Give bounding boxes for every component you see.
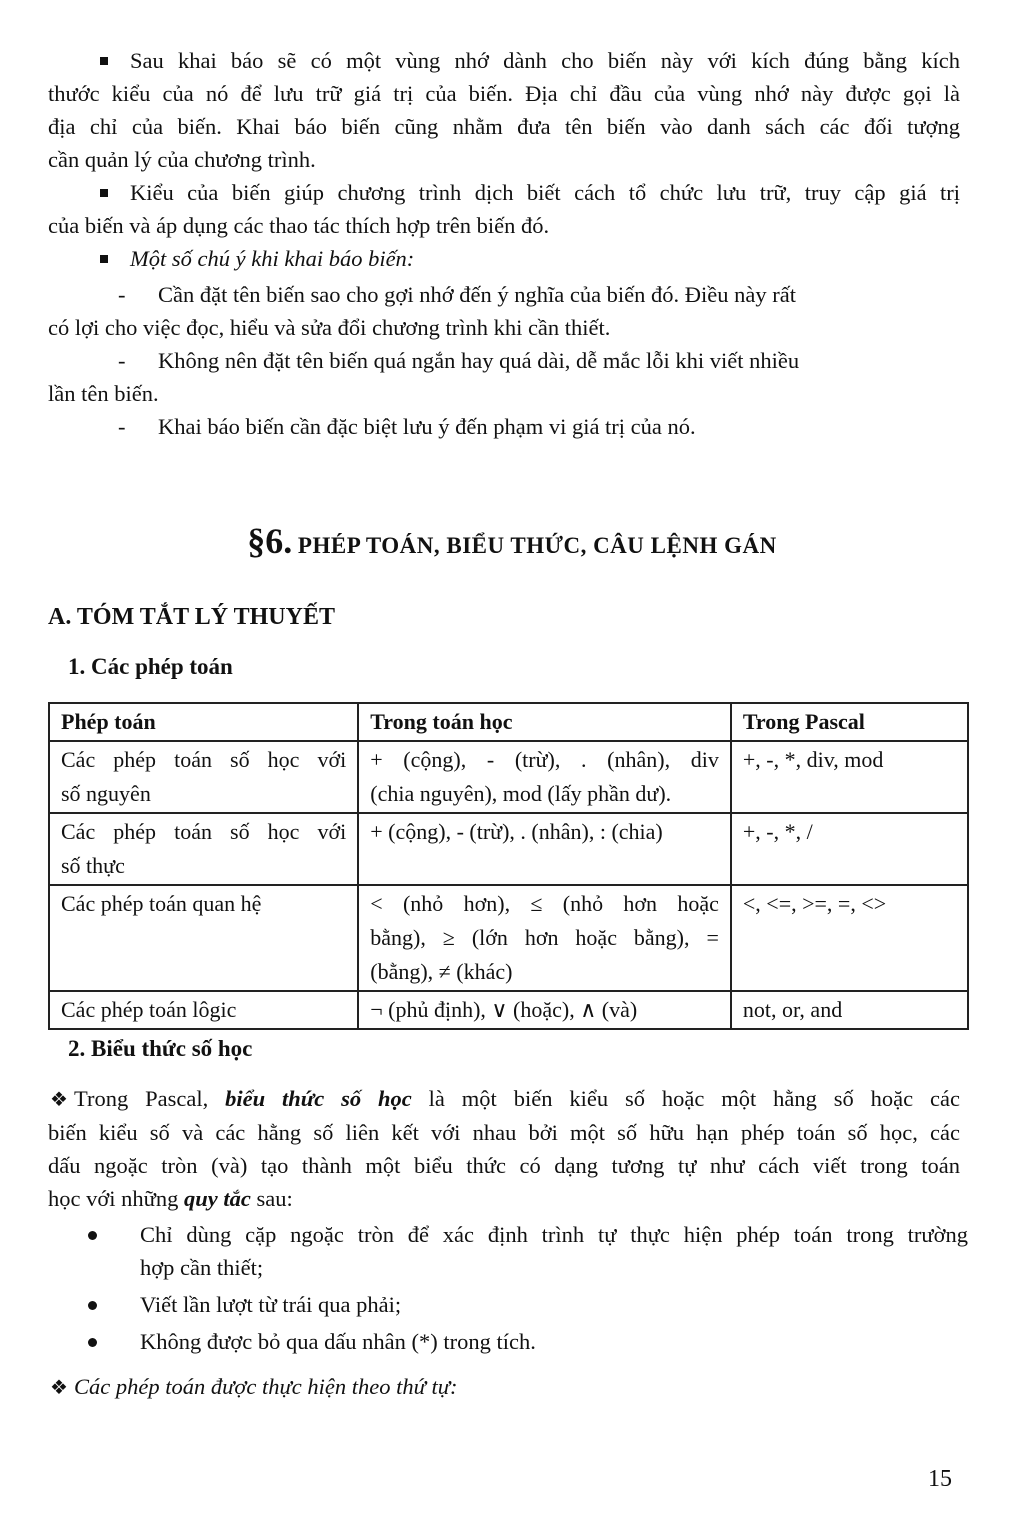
table-header-cell: Trong Pascal	[731, 703, 968, 741]
bullet-paragraph-3: Một số chú ý khi khai báo biến:	[48, 242, 960, 275]
table-cell: +, -, *, /	[731, 813, 968, 885]
list-item: Chỉ dùng cặp ngoặc tròn để xác định trình tự thực hiện phép toán trong trường hợp cần thiết;	[88, 1218, 968, 1284]
expression-paragraph: ❖ Trong Pascal, biểu thức số học là một biến kiểu số hoặc một hằng số hoặc các biến kiểu số và các hằng số liên kết với nhau bởi một số hữu hạn phép toán số học, các dấu ngoặc tròn (và) tạo thành một biểu thức có dạng tương tự như cách viết trong toán học với những quy tắc sau:	[48, 1082, 960, 1215]
dash-item-2: - Không nên đặt tên biến quá ngắn hay quá dài, dễ mắc lỗi khi viết nhiều lần tên biến.	[48, 348, 800, 406]
table-cell: + (cộng), - (trừ), . (nhân), div (chia nguyên), mod (lấy phần dư).	[358, 741, 731, 813]
dot-bullet-icon	[88, 1338, 97, 1347]
table-cell: Các phép toán số học với số thực	[49, 813, 358, 885]
dot-bullet-icon	[88, 1231, 97, 1240]
heading-arithmetic-expression: 2. Biểu thức số học	[68, 1036, 253, 1061]
table-header-cell: Trong toán học	[358, 703, 731, 741]
bullet-paragraph-2: Kiểu của biến giúp chương trình dịch biết cách tổ chức lưu trữ, truy cập giá trị của biến và áp dụng các thao tác thích hợp trên biến đó.	[48, 180, 960, 238]
square-bullet-icon	[100, 189, 108, 197]
diamond-bullet-icon: ❖	[50, 1375, 68, 1399]
square-bullet-icon	[100, 57, 108, 65]
page-number: 15	[928, 1466, 952, 1492]
rules-list	[88, 1218, 968, 1358]
bullet-paragraph-1: Sau khai báo sẽ có một vùng nhớ dành cho biến này với kích đúng bằng kích thước kiểu của nó để lưu trữ giá trị của biến. Địa chỉ đầu của vùng nhớ này được gọi là địa chỉ của biến. Khai báo biến cũng nhằm đưa tên biến vào danh sách các đối tượng cần quản lý của chương trình.	[48, 48, 960, 172]
dot-bullet-icon	[88, 1301, 97, 1310]
table-cell: ¬ (phủ định), ∨ (hoặc), ∧ (và)	[358, 991, 731, 1029]
table-cell: Các phép toán lôgic	[49, 991, 358, 1029]
table-cell: Các phép toán số học với số nguyên	[49, 741, 358, 813]
table-cell: < (nhỏ hơn), ≤ (nhỏ hơn hoặc bằng), ≥ (lớn hơn hoặc bằng), = (bằng), ≠ (khác)	[358, 885, 731, 991]
square-bullet-icon	[100, 255, 108, 263]
dash-item-3: - Khai báo biến cần đặc biệt lưu ý đến phạm vi giá trị của nó.	[118, 414, 696, 439]
table-row	[49, 741, 968, 813]
table-row	[49, 813, 968, 885]
table-cell: not, or, and	[731, 991, 968, 1029]
table-header-row	[49, 703, 968, 741]
table-cell: +, -, *, div, mod	[731, 741, 968, 813]
diamond-bullet-icon: ❖	[50, 1087, 68, 1111]
table-cell: <, <=, >=, =, <>	[731, 885, 968, 991]
section-title: §6. PHÉP TOÁN, BIỂU THỨC, CÂU LỆNH GÁN	[247, 521, 777, 561]
operation-order-note: ❖ Các phép toán được thực hiện theo thứ tự:	[48, 1370, 960, 1404]
heading-theory-summary: A. TÓM TẮT LÝ THUYẾT	[48, 604, 335, 630]
table-row	[49, 991, 968, 1029]
list-item: Viết lần lượt từ trái qua phải;	[88, 1288, 968, 1321]
table-cell: Các phép toán quan hệ	[49, 885, 358, 991]
list-item: Không được bỏ qua dấu nhân (*) trong tích.	[88, 1325, 968, 1358]
dash-item-1: - Cần đặt tên biến sao cho gợi nhớ đến ý nghĩa của biến đó. Điều này rất có lợi cho việc đọc, hiểu và sửa đổi chương trình khi cần thiết.	[48, 282, 796, 340]
table-row	[49, 885, 968, 991]
table-cell: + (cộng), - (trừ), . (nhân), : (chia)	[358, 813, 731, 885]
operators-table	[48, 702, 969, 1030]
heading-operators: 1. Các phép toán	[68, 654, 233, 679]
table-header-cell: Phép toán	[49, 703, 358, 741]
